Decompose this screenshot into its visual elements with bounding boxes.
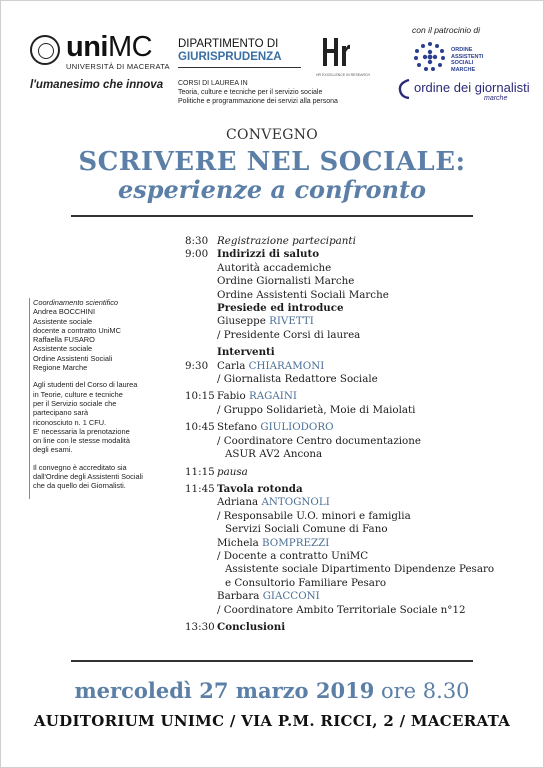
oas-logo-icon [413, 40, 447, 72]
program-schedule [185, 235, 525, 634]
coordination-block [33, 298, 158, 372]
coordination-line: Ordine Assistenti Sociali [33, 353, 113, 363]
courses-line: Politiche e programmazione dei servizi alla persona [178, 98, 338, 105]
program-item [185, 421, 525, 434]
program-text: Registrazione partecipanti [217, 235, 356, 247]
coordination-line: Regione Marche [33, 363, 88, 373]
program-item [185, 235, 525, 248]
speaker-name [185, 315, 525, 328]
footer-divider [71, 660, 473, 662]
students-line: in Teorie, culture e tecniche [33, 389, 123, 399]
program-time: 9:30 [185, 359, 209, 372]
program-text: pausa [217, 465, 248, 478]
speaker-role: / Giornalista Redattore Sociale [217, 373, 378, 386]
speaker-surname: ANTOGNOLI [261, 496, 330, 509]
program-time: 9:00 [185, 248, 209, 261]
event-venue: AUDITORIUM UNIMC / VIA P.M. RICCI, 2 / MACERATA [33, 712, 511, 730]
program-time: 10:45 [185, 421, 215, 434]
speaker-surname: RIVETTI [269, 315, 314, 328]
patronage-label: con il patrocinio di [412, 25, 481, 35]
accreditation-line: dall'Ordine degli Assistenti Sociali [33, 472, 143, 482]
department-initials: GIU [178, 51, 199, 63]
students-line: E' necessaria la prenotazione [33, 426, 130, 436]
event-subtitle: esperienze a confronto [117, 175, 427, 204]
program-time: 8:30 [185, 235, 209, 247]
coordination-line: Andrea BOCCHINI [33, 307, 96, 317]
event-time: ore 8.30 [374, 679, 470, 703]
program-detail: Autorità accademiche [217, 261, 332, 274]
odg-region: marche [484, 95, 508, 102]
program-time: 11:15 [185, 465, 215, 478]
speaker-name [217, 390, 525, 403]
hr-subtitle: HR EXCELLENCE IN RESEARCH [316, 73, 371, 77]
program-text: Tavola rotonda [217, 482, 303, 495]
speaker-name [185, 537, 525, 550]
department-line1: DIPARTIMENTO DI [178, 38, 279, 50]
oas-name-line: ASSISTENTI [451, 53, 484, 60]
oas-name-line: MARCHE [451, 66, 476, 73]
coordination-line: Assistente sociale [33, 316, 93, 326]
speaker-name [185, 590, 525, 603]
coordination-line: Raffaella FUSARO [33, 335, 95, 345]
speaker-first-name: Fabio [217, 390, 249, 403]
unimc-logo-bold: uni [66, 31, 108, 63]
speaker-first-name: Adriana [217, 496, 262, 509]
event-title: SCRIVERE NEL SOCIALE: [78, 147, 466, 177]
students-line: Agli studenti del Corso di laurea [33, 380, 138, 390]
speaker-name [185, 496, 525, 509]
accreditation-line: Il convegno è accreditato sia [33, 462, 127, 472]
students-line: degli esami. [33, 445, 73, 455]
speaker-surname: RAGAINI [248, 390, 297, 403]
speaker-surname: BOMPREZZI [262, 536, 330, 549]
university-seal-icon [30, 35, 60, 65]
program-item [185, 483, 525, 496]
students-line: riconosciuto n. 1 CFU. [33, 417, 107, 427]
unimc-subtitle: UNIVERSITÀ DI MACERATA [66, 62, 170, 71]
speaker-first-name: Giuseppe [217, 315, 270, 328]
oas-name-line: ORDINE [451, 47, 473, 53]
speaker-first-name: Barbara [217, 590, 263, 603]
department-name: RISPRUDENZA [198, 51, 282, 63]
oas-name-line: SOCIALI [451, 60, 474, 66]
speaker-surname: CHIARAMONI [248, 359, 325, 372]
odg-logo-icon [398, 79, 411, 99]
info-sidebar [29, 298, 158, 499]
students-line: partecipano sarà [33, 408, 89, 418]
department-logo [178, 38, 282, 64]
coordination-line: docente a contratto UniMC [33, 325, 121, 335]
program-item [185, 360, 525, 373]
speaker-role: / Coordinatore Ambito Territoriale Sociale n°12 [217, 603, 466, 616]
accreditation-note [33, 463, 158, 491]
program-text: Indirizzi di saluto [217, 248, 320, 261]
speaker-first-name: Stefano [217, 421, 261, 434]
speaker-role: / Responsabile U.O. minori e famiglia [217, 509, 411, 522]
coordination-label: Coordinamento scientifico [33, 298, 119, 307]
speaker-role: / Docente a contratto UniMC [217, 549, 369, 562]
speaker-role: e Consultorio Familiare Pesaro [225, 576, 387, 589]
students-line: per il Servizio sociale che [33, 398, 117, 408]
program-item [185, 248, 525, 261]
odg-name: ordine dei giornalisti [414, 80, 530, 95]
speaker-first-name: Michela [217, 536, 263, 549]
courses-block [178, 79, 338, 106]
program-time: 13:30 [185, 620, 215, 633]
program-subheading: Interventi [217, 346, 275, 359]
program-item [185, 621, 525, 634]
accreditation-line: che da quello dei Giornalisti. [33, 481, 126, 491]
speaker-role: ASUR AV2 Ancona [225, 448, 323, 461]
speaker-name [217, 421, 525, 434]
oas-name [451, 47, 483, 73]
event-date [0, 678, 544, 703]
speaker-surname: GIULIODORO [260, 421, 334, 434]
program-item [185, 466, 525, 479]
speaker-role: / Coordinatore Centro documentazione [217, 434, 421, 447]
students-line: on line con le stesse modalità [33, 436, 130, 446]
department-divider [178, 67, 301, 68]
unimc-logo-light: MC [108, 31, 153, 63]
program-detail: Ordine Assistenti Sociali Marche [217, 288, 389, 301]
program-subheading: Presiede ed introduce [217, 302, 344, 315]
event-date-day: mercoledì 27 marzo 2019 [74, 678, 375, 703]
courses-line: CORSI DI LAUREA IN [178, 80, 248, 87]
speaker-role: Servizi Sociali Comune di Fano [225, 523, 388, 536]
speaker-surname: GIACCONI [262, 590, 320, 603]
courses-line: Teoria, culture e tecniche per il servizio sociale [178, 89, 323, 96]
program-detail: Ordine Giornalisti Marche [217, 275, 355, 288]
title-divider [71, 215, 473, 217]
program-text: Conclusioni [217, 620, 286, 633]
speaker-role: / Gruppo Solidarietà, Moie di Maiolati [217, 403, 416, 416]
hr-excellence-logo-icon [320, 32, 350, 70]
program-item [185, 390, 525, 403]
event-kicker: CONVEGNO [225, 127, 319, 143]
coordination-line: Assistente sociale [33, 344, 93, 354]
unimc-tagline: l'umanesimo che innova [30, 79, 164, 91]
students-note [33, 380, 158, 454]
speaker-name [217, 360, 525, 373]
speaker-role: / Presidente Corsi di laurea [217, 328, 361, 341]
program-time: 11:45 [185, 482, 215, 495]
speaker-first-name: Carla [217, 359, 249, 372]
unimc-logo [66, 32, 152, 62]
speaker-role: Assistente sociale Dipartimento Dipendenze Pesaro [225, 563, 495, 576]
program-time: 10:15 [185, 390, 215, 403]
